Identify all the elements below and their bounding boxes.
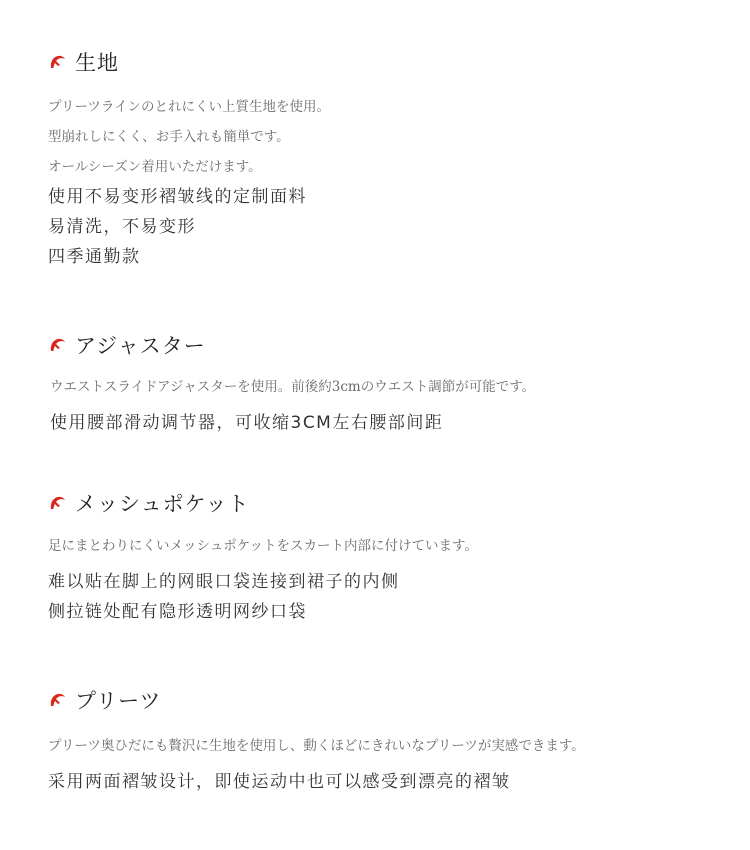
- jp-description-line: オールシーズン着用いただけます。: [48, 159, 262, 175]
- section-pleats: [48, 685, 730, 797]
- section-body: [48, 731, 730, 797]
- red-swoosh-icon: [48, 54, 66, 70]
- section-body: [48, 92, 730, 272]
- cn-description-line: 侧拉链处配有隐形透明网纱口袋: [48, 602, 307, 622]
- jp-description-line: プリーツ奥ひだにも贅沢に生地を使用し、動くほどにきれいなプリーツが実感できます。: [48, 738, 585, 754]
- section-header: [48, 685, 730, 715]
- section-adjuster: [48, 330, 730, 438]
- cn-description-line: 易清洗，不易变形: [48, 217, 196, 237]
- section-header: [48, 330, 730, 360]
- section-header: [48, 488, 730, 518]
- section-title: メッシュポケット: [75, 492, 250, 516]
- section-title: アジャスター: [75, 334, 206, 358]
- red-swoosh-icon: [48, 337, 66, 353]
- section-body: [48, 372, 730, 438]
- jp-description-line: 型崩れしにくく、お手入れも簡単です。: [48, 129, 290, 145]
- section-title: プリーツ: [75, 689, 162, 713]
- section-title: 生地: [75, 51, 119, 75]
- section-fabric: [48, 47, 730, 272]
- jp-description-line: 足にまとわりにくいメッシュポケットをスカート内部に付けています。: [48, 538, 478, 554]
- red-swoosh-icon: [48, 495, 66, 511]
- cn-description-line: 使用不易变形褶皱线的定制面料: [48, 187, 307, 207]
- jp-description-line: ウエストスライドアジャスターを使用。前後約3cmのウエスト調節が可能です。: [50, 379, 536, 395]
- section-body: [48, 531, 730, 627]
- cn-description-line: 使用腰部滑动调节器，可收缩3CM左右腰部间距: [50, 413, 444, 433]
- jp-description-line: プリーツラインのとれにくい上質生地を使用。: [48, 99, 331, 115]
- cn-description-line: 采用两面褶皱设计，即使运动中也可以感受到漂亮的褶皱: [48, 772, 511, 792]
- cn-description-line: 四季通勤款: [48, 247, 141, 267]
- section-header: [48, 47, 730, 77]
- red-swoosh-icon: [48, 692, 66, 708]
- section-mesh-pocket: [48, 488, 730, 627]
- cn-description-line: 难以贴在脚上的网眼口袋连接到裙子的内侧: [48, 572, 400, 592]
